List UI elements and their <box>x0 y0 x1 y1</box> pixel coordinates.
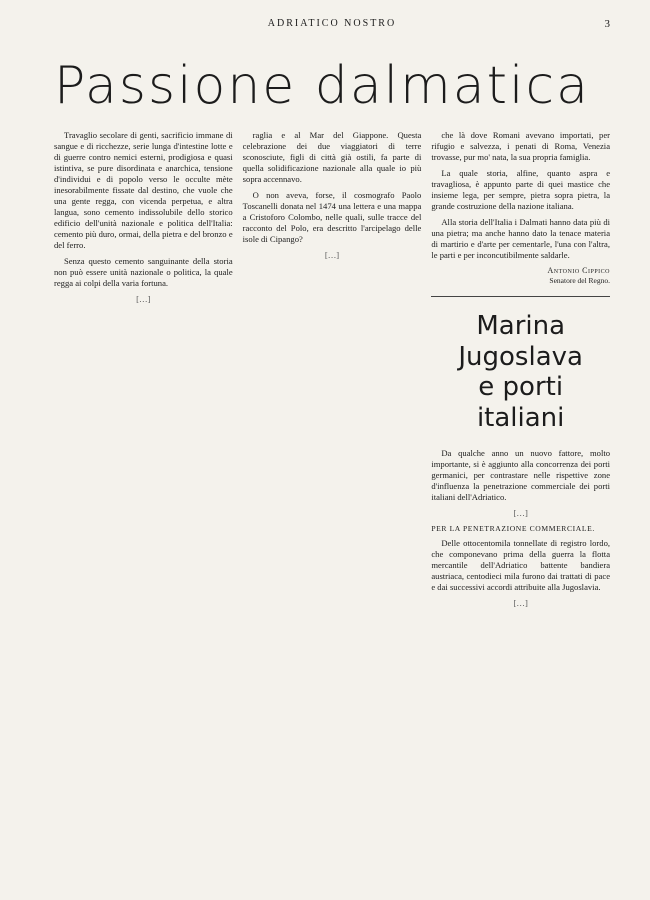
column-3 <box>431 130 610 614</box>
article2-title <box>431 311 610 434</box>
running-title: ADRIATICO NOSTRO <box>267 18 397 29</box>
article2-title-line1: Marina Jugoslava <box>458 310 583 372</box>
paragraph: La quale storia, alfine, quanto aspra e travagliosa, è appunto parte di quei mastice che insieme lega, per sempre, pietra sopra pietra, la grande costruzione della nazione italiana. <box>431 168 611 211</box>
paragraph: Travaglio secolare di genti, sacrificio immane di sangue e di ricchezze, serie lunga d'intestine lotte e di guerre contro nemici esterni, prodigiosa e quasi istintiva, se pure disordinata e anarchica, tensione d'individui e di popolo verso le occulte mète inesorabilmente fissate dal destino, che vuole che una gente regga, con vicenda perpetua, e altra langua, sono cemento indissolubile dello storico edificio dell'unità nazionale e politica dell'Italia: cemento più duro, ormai, della pietra e del bronzo e del ferro. <box>54 130 233 250</box>
omitted-text: […] <box>136 294 151 304</box>
running-header <box>54 18 610 34</box>
paragraph: Senza questo cemento sanguinante della storia non può essere unità nazionale o politica, la quale regga ai colpi della varia fortuna. <box>54 256 233 288</box>
paragraph: Alla storia dell'Italia i Dalmati hanno data più di una pietra; ma anche hanno dato la tenace materia di martirio e d'arte per cementarle, l'una con l'altra, le parti e per inconcutibilmente saldarle. <box>431 217 611 260</box>
article2-title-line2: e porti italiani <box>476 372 565 433</box>
author-name: Antonio Cippico <box>547 266 611 275</box>
omitted-text: […] <box>513 507 528 518</box>
article-divider <box>431 296 610 297</box>
paragraph: raglia e al Mar del Giappone. Questa celebrazione dei due viaggiatori di terre sconosciute, figli di città già ostili, fa parte di quella solidificazione nazionale alla quale io più sopra accennavo. <box>242 130 422 184</box>
paragraph: Delle ottocentomila tonnellate di registro lordo, che componevano prima della guerra la flotta mercantile dell'Adriatico battente bandiera austriaca, centodieci mila furono dai trattati di pace e dai successivi accordi attribuite alla Jugoslavia. <box>431 538 611 593</box>
author-role: Senatore del Regno. <box>549 276 611 286</box>
paragraph: che là dove Romani avevano importati, per rifugio e salvezza, i penati di Roma, Venezia trovasse, pur mo' nata, la sua propria famiglia. <box>431 130 611 162</box>
paragraph: O non aveva, forse, il cosmografo Paolo Toscanelli donata nel 1474 una lettera e una mappa a Cristoforo Colombo, nelle quali, sulle tracce del racconto del Polo, era descritto l'arcipelago delle isole di Cipango? <box>242 190 422 244</box>
section-heading: PER LA PENETRAZIONE COMMERCIALE. <box>431 523 595 533</box>
column-2 <box>243 130 422 614</box>
omitted-text: […] <box>324 250 340 260</box>
paragraph: Da qualche anno un nuovo fattore, molto importante, si è aggiunto alla concorrenza dei porti germanici, per contrastare nelle rispettive zone d'influenza la penetrazione commerciale dei porti italiani dell'Adriatico. <box>431 447 611 502</box>
article-signature <box>431 266 610 286</box>
omitted-text: […] <box>513 598 528 609</box>
page-number: 3 <box>604 18 610 30</box>
article-title: Passione dalmatica <box>54 56 590 116</box>
column-1 <box>54 130 233 614</box>
article-columns <box>54 130 610 614</box>
